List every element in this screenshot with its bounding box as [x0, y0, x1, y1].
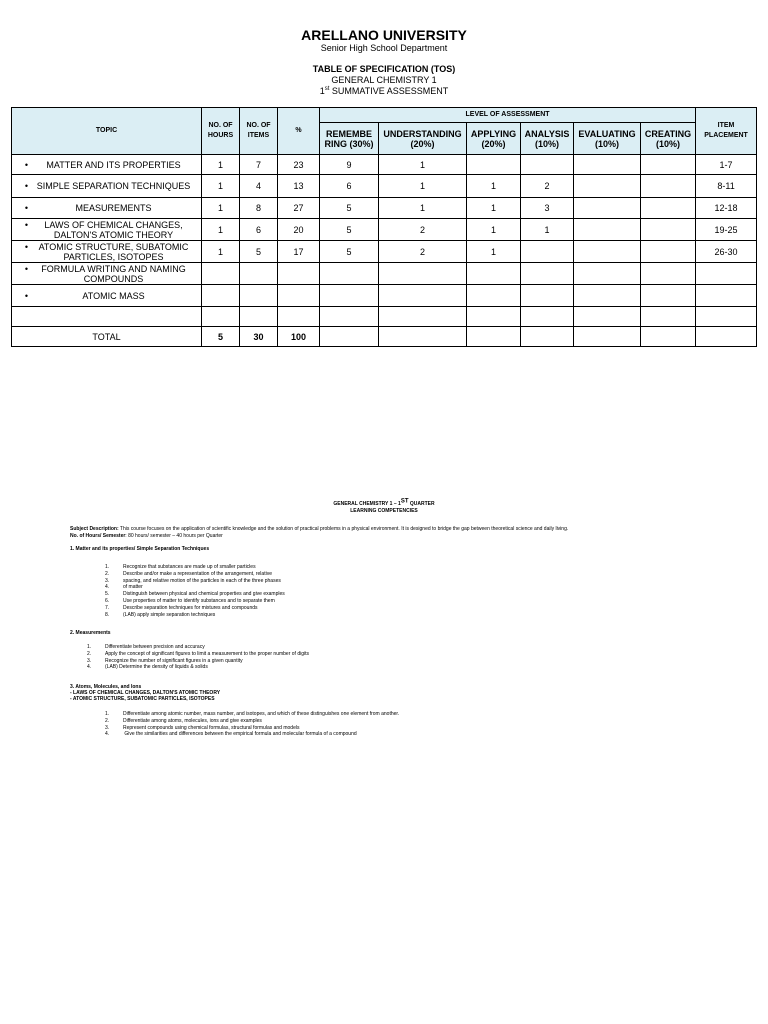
- list-item: [105, 591, 285, 598]
- topic-label: MEASUREMENTS: [75, 203, 152, 213]
- list-text: (LAB) apply simple separation techniques: [123, 611, 216, 618]
- applying-cell: [467, 155, 521, 175]
- items-cell: 7: [240, 155, 278, 175]
- section-2-title: 2. Measurements: [70, 630, 111, 636]
- header-hours: NO. OF HOURS: [202, 108, 240, 155]
- creating-cell: [641, 175, 696, 198]
- empty-cell: [467, 307, 521, 327]
- placement-cell: 19-25: [696, 219, 757, 241]
- table-row: [12, 241, 757, 263]
- analysis-cell: [521, 285, 574, 307]
- placement-cell: 26-30: [696, 241, 757, 263]
- hours-cell: 1: [202, 175, 240, 198]
- empty-cell: [574, 307, 641, 327]
- applying-cell: 1: [467, 175, 521, 198]
- list-item: [105, 564, 285, 571]
- empty-cell: [320, 307, 379, 327]
- applying-cell: [467, 263, 521, 285]
- remembering-cell: [320, 285, 379, 307]
- empty-cell: [521, 307, 574, 327]
- placement-cell: [696, 285, 757, 307]
- remembering-cell: 5: [320, 219, 379, 241]
- empty-cell: [641, 307, 696, 327]
- list-number: 1.: [87, 644, 92, 650]
- evaluating-cell: [574, 285, 641, 307]
- bullet-icon: •: [24, 290, 29, 301]
- applying-cell: 1: [467, 219, 521, 241]
- total-hours: 5: [202, 327, 240, 347]
- list-item: [105, 731, 399, 738]
- empty-cell: [696, 307, 757, 327]
- applying-cell: 1: [467, 241, 521, 263]
- list-item: [105, 584, 285, 591]
- empty-cell: [202, 307, 240, 327]
- applying-cell: [467, 285, 521, 307]
- analysis-cell: [521, 241, 574, 263]
- creating-cell: [641, 285, 696, 307]
- items-cell: [240, 263, 278, 285]
- list-text: Apply the concept of significant figures to limit a measurement to the proper number of digits: [105, 650, 309, 657]
- bullet-icon: •: [24, 219, 29, 230]
- topic-cell: [12, 241, 202, 263]
- list-text: Differentiate among atomic number, mass number, and isotopes, and which of these distinguishes one element from another.: [123, 711, 400, 717]
- section-1-list: [105, 564, 285, 618]
- list-number: 4.: [105, 731, 110, 738]
- subject-description: [70, 526, 710, 533]
- list-text: of matter: [123, 584, 143, 591]
- table-row: [12, 155, 757, 175]
- header-applying: APPLYING (20%): [467, 123, 521, 155]
- remembering-cell: 9: [320, 155, 379, 175]
- section-1-title: 1. Matter and its properties/ Simple Separation Techniques: [70, 546, 210, 552]
- section-3-list: [105, 711, 399, 738]
- total-items: 30: [240, 327, 278, 347]
- course-name: GENERAL CHEMISTRY 1: [331, 75, 437, 85]
- analysis-cell: 1: [521, 219, 574, 241]
- header-understanding: UNDERSTANDING (20%): [379, 123, 467, 155]
- header-remembering: REMEMBE RING (30%): [320, 123, 379, 155]
- list-item: [105, 578, 285, 585]
- evaluating-cell: [574, 241, 641, 263]
- table-row: [12, 285, 757, 307]
- evaluating-cell: [574, 155, 641, 175]
- creating-cell: [641, 219, 696, 241]
- remembering-cell: 5: [320, 198, 379, 219]
- hours-cell: 1: [202, 219, 240, 241]
- table-row: [12, 198, 757, 219]
- empty-cell: [240, 307, 278, 327]
- analysis-cell: [521, 155, 574, 175]
- topic-label: ATOMIC MASS: [82, 290, 145, 301]
- empty-cell: [696, 327, 757, 347]
- list-item: [105, 711, 399, 718]
- list-text: Differentiate between precision and accuracy: [105, 644, 205, 650]
- list-text: Recognize the number of significant figures in a given quantity: [105, 657, 243, 664]
- bullet-icon: •: [24, 203, 29, 213]
- assessment-ordinal: st: [324, 86, 330, 92]
- percent-cell: [278, 285, 320, 307]
- list-item: [87, 664, 309, 671]
- percent-cell: 23: [278, 155, 320, 175]
- competencies-title-prefix: GENERAL CHEMISTRY 1 – 1: [333, 501, 401, 507]
- subject-description-label: Subject Description:: [70, 526, 119, 532]
- list-text: Describe and/or make a representation of the arrangement, relative: [123, 570, 272, 577]
- hours-cell: [202, 263, 240, 285]
- items-cell: 5: [240, 241, 278, 263]
- list-number: 3.: [105, 724, 110, 731]
- hours-per-semester: [70, 533, 223, 540]
- topic-cell: [12, 219, 202, 241]
- creating-cell: [641, 241, 696, 263]
- percent-cell: 20: [278, 219, 320, 241]
- section-2-list: [87, 644, 309, 671]
- creating-cell: [641, 198, 696, 219]
- creating-cell: [641, 263, 696, 285]
- empty-cell: [521, 327, 574, 347]
- list-text: Distinguish between physical and chemical properties and give examples: [123, 591, 285, 598]
- header-analysis: ANALYSIS (10%): [521, 123, 574, 155]
- assessment-label: SUMMATIVE ASSESSMENT: [329, 86, 449, 96]
- remembering-cell: 5: [320, 241, 379, 263]
- list-number: 8.: [105, 611, 110, 618]
- list-text: spacing, and relative motion of the particles in each of the three phases: [123, 577, 281, 584]
- analysis-cell: [521, 263, 574, 285]
- understanding-cell: 2: [379, 241, 467, 263]
- percent-cell: 13: [278, 175, 320, 198]
- understanding-cell: [379, 263, 467, 285]
- list-item: [105, 725, 399, 732]
- empty-cell: [12, 307, 202, 327]
- topic-label: FORMULA WRITING AND NAMING COMPOUNDS: [41, 263, 186, 284]
- list-text: (LAB) Determine the density of liquids & solids: [105, 664, 208, 671]
- topic-cell: [12, 155, 202, 175]
- hours-cell: 1: [202, 155, 240, 175]
- list-number: 2.: [105, 717, 110, 724]
- empty-cell: [320, 327, 379, 347]
- list-number: 7.: [105, 604, 110, 611]
- list-text: Give the similarities and differences between the empirical formula and molecular formula of a compound: [123, 731, 357, 738]
- placement-cell: [696, 263, 757, 285]
- table-row: [12, 175, 757, 198]
- list-item: [105, 605, 285, 612]
- remembering-cell: 6: [320, 175, 379, 198]
- understanding-cell: 1: [379, 198, 467, 219]
- creating-cell: [641, 155, 696, 175]
- remembering-cell: [320, 263, 379, 285]
- empty-cell: [278, 307, 320, 327]
- list-item: [105, 718, 399, 725]
- list-item: [105, 612, 285, 619]
- percent-cell: [278, 263, 320, 285]
- placement-cell: 8-11: [696, 175, 757, 198]
- empty-cell: [641, 327, 696, 347]
- bullet-icon: •: [24, 181, 29, 191]
- understanding-cell: 1: [379, 175, 467, 198]
- total-percent: 100: [278, 327, 320, 347]
- applying-cell: 1: [467, 198, 521, 219]
- evaluating-cell: [574, 198, 641, 219]
- percent-cell: 27: [278, 198, 320, 219]
- bullet-icon: •: [24, 241, 29, 252]
- list-number: 2.: [87, 650, 92, 657]
- items-cell: 4: [240, 175, 278, 198]
- list-text: Recognize that substances are made up of smaller particles: [123, 564, 256, 570]
- topic-cell: [12, 198, 202, 219]
- header-percent: %: [278, 108, 320, 155]
- evaluating-cell: [574, 263, 641, 285]
- hours-per-semester-text: : 80 hours/ semester – 40 hours per Quarter: [125, 533, 223, 539]
- section-3-subtopic-2: - ATOMIC STRUCTURE, SUBATOMIC PARTICLES, ISOTOPES: [70, 696, 215, 702]
- topic-label: MATTER AND ITS PROPERTIES: [46, 159, 181, 170]
- empty-cell: [574, 327, 641, 347]
- analysis-cell: 3: [521, 198, 574, 219]
- header-item-placement: ITEM PLACEMENT: [696, 108, 757, 155]
- understanding-cell: 2: [379, 219, 467, 241]
- total-label: TOTAL: [12, 327, 202, 347]
- competencies-subtitle: LEARNING COMPETENCIES: [350, 508, 418, 514]
- empty-cell: [467, 327, 521, 347]
- understanding-cell: 1: [379, 155, 467, 175]
- header-items: NO. OF ITEMS: [240, 108, 278, 155]
- bullet-icon: •: [24, 159, 29, 170]
- competencies-title: [0, 498, 768, 508]
- list-text: Differentiate among atoms, molecules, ions and give examples: [123, 717, 262, 724]
- percent-cell: 17: [278, 241, 320, 263]
- topic-cell: [12, 263, 202, 285]
- list-number: 3.: [87, 657, 92, 664]
- list-number: 2.: [105, 570, 110, 577]
- subject-description-text: This course focuses on the application of scientific knowledge and the solution of practical problems in a physical environment. It is designed to bridge the gap between theoretical science and daily living.: [118, 526, 569, 532]
- tos-title: TABLE OF SPECIFICATION (TOS): [312, 64, 456, 74]
- header-topic: TOPIC: [12, 108, 202, 155]
- list-text: Use properties of matter to identify substances and to separate them: [123, 597, 275, 604]
- university-name: ARELLANO UNIVERSITY: [301, 27, 467, 43]
- list-number: 4.: [87, 664, 92, 671]
- header-creating: CREATING (10%): [641, 123, 696, 155]
- table-row-empty: [12, 307, 757, 327]
- section-3-title: 3. Atoms, Molecules, and Ions: [70, 684, 142, 690]
- list-number: 6.: [105, 597, 110, 604]
- items-cell: 8: [240, 198, 278, 219]
- header-level-of-assessment: LEVEL OF ASSESSMENT: [320, 108, 696, 123]
- tos-table: [11, 107, 757, 347]
- list-text: Describe separation techniques for mixtures and compounds: [123, 604, 258, 611]
- list-item: [105, 598, 285, 605]
- list-number: 1.: [105, 711, 110, 717]
- evaluating-cell: [574, 175, 641, 198]
- list-number: 5.: [105, 591, 110, 598]
- understanding-cell: [379, 285, 467, 307]
- list-number: 4.: [105, 584, 110, 591]
- bullet-icon: •: [24, 263, 29, 274]
- competencies-title-suffix: QUARTER: [408, 501, 435, 507]
- hours-per-semester-label: No. of Hours/ Semester: [70, 533, 126, 539]
- topic-cell: [12, 175, 202, 198]
- topic-cell: [12, 285, 202, 307]
- total-row: [12, 327, 757, 347]
- topic-label: SIMPLE SEPARATION TECHNIQUES: [36, 181, 191, 191]
- list-item: [87, 651, 309, 658]
- placement-cell: 1-7: [696, 155, 757, 175]
- topic-label: ATOMIC STRUCTURE, SUBATOMIC PARTICLES, ISOTOPES: [38, 241, 189, 262]
- items-cell: [240, 285, 278, 307]
- analysis-cell: 2: [521, 175, 574, 198]
- table-row: [12, 263, 757, 285]
- items-cell: 6: [240, 219, 278, 241]
- topic-label: LAWS OF CHEMICAL CHANGES, DALTON'S ATOMIC THEORY: [44, 219, 183, 240]
- competencies-title-ordinal: ST: [400, 498, 409, 505]
- empty-cell: [379, 327, 467, 347]
- section-3-subtopic-1: - LAWS OF CHEMICAL CHANGES, DALTON'S ATOMIC THEORY: [70, 690, 221, 696]
- assessment-title: [0, 86, 768, 96]
- list-item: [87, 644, 309, 651]
- list-item: [105, 571, 285, 578]
- assessment-number: 1: [319, 86, 325, 96]
- empty-cell: [379, 307, 467, 327]
- list-item: [87, 658, 309, 665]
- table-row: [12, 219, 757, 241]
- department-name: Senior High School Department: [320, 43, 448, 53]
- hours-cell: [202, 285, 240, 307]
- header-evaluating: EVALUATING (10%): [574, 123, 641, 155]
- list-number: 3.: [105, 577, 110, 584]
- hours-cell: 1: [202, 198, 240, 219]
- list-text: Represent compounds using chemical formulas, structural formulas and models: [123, 724, 300, 731]
- list-number: 1.: [105, 564, 110, 570]
- placement-cell: 12-18: [696, 198, 757, 219]
- hours-cell: 1: [202, 241, 240, 263]
- evaluating-cell: [574, 219, 641, 241]
